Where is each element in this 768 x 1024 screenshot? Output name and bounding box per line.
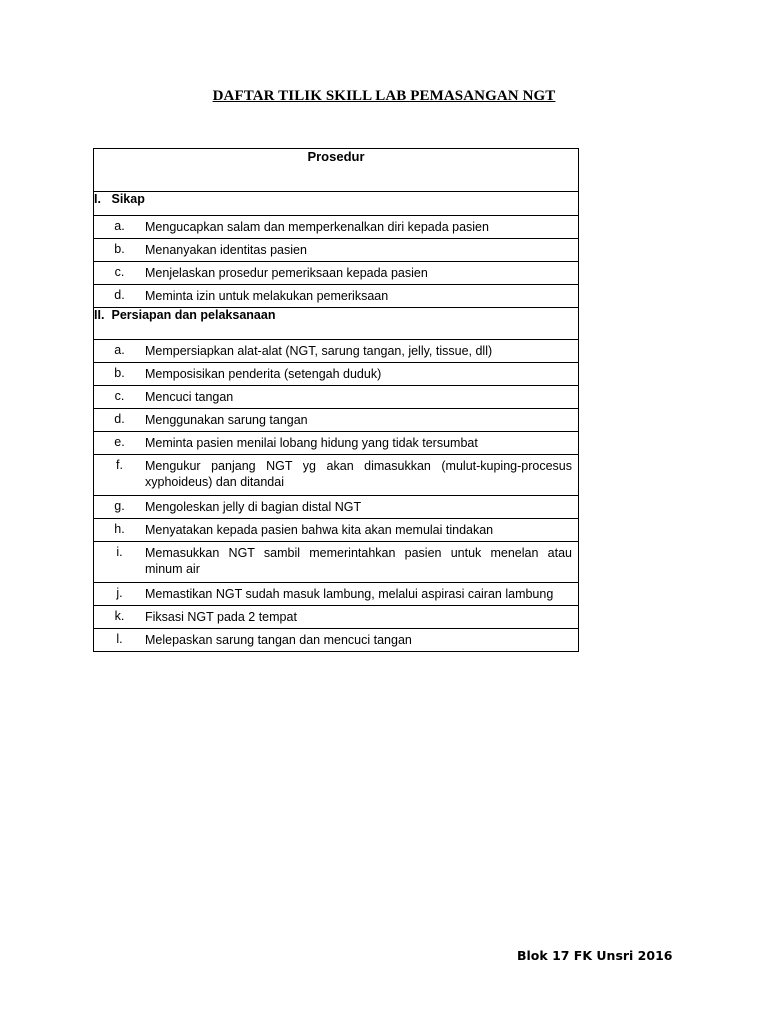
item-letter: d. (114, 412, 125, 426)
table-row (94, 519, 579, 542)
item-text: Mengukur panjang NGT yg akan dimasukkan (mulut-kuping-procesus xyphoideus) dan ditandai (145, 459, 572, 489)
item-text: Mengoleskan jelly di bagian distal NGT (145, 500, 362, 514)
table-row (94, 409, 579, 432)
table-row (94, 386, 579, 409)
item-text: Meminta izin untuk melakukan pemeriksaan (145, 289, 389, 303)
item-text: Menjelaskan prosedur pemeriksaan kepada pasien (145, 266, 428, 280)
document-title: DAFTAR TILIK SKILL LAB PEMASANGAN NGT (212, 88, 556, 104)
item-text: Mengucapkan salam dan memperkenalkan diri kepada pasien (145, 220, 489, 234)
section-row-persiapan (94, 308, 579, 340)
item-text: Menggunakan sarung tangan (145, 413, 308, 427)
section-row-sikap (94, 192, 579, 216)
table-row (94, 542, 579, 583)
item-letter: d. (114, 288, 125, 302)
item-text: Memastikan NGT sudah masuk lambung, melalui aspirasi cairan lambung (145, 587, 554, 601)
item-letter: b. (114, 242, 125, 256)
item-text: Melepaskan sarung tangan dan mencuci tangan (145, 633, 412, 647)
column-header-prosedur: Prosedur (94, 149, 579, 192)
item-letter: k. (114, 609, 125, 623)
table-header-row (94, 149, 579, 192)
table-row (94, 340, 579, 363)
item-letter: f. (116, 458, 123, 472)
item-letter: c. (114, 265, 125, 279)
item-text: Meminta pasien menilai lobang hidung yang tidak tersumbat (145, 436, 478, 450)
section-title: Persiapan dan pelaksanaan (111, 308, 276, 322)
item-text: Memasukkan NGT sambil memerintahkan pasien untuk menelan atau minum air (145, 546, 572, 576)
item-letter: h. (114, 522, 125, 536)
table-row (94, 583, 579, 606)
table-row (94, 629, 579, 652)
table-row (94, 363, 579, 386)
item-text: Mempersiapkan alat-alat (NGT, sarung tangan, jelly, tissue, dll) (145, 344, 493, 358)
item-text: Menyatakan kepada pasien bahwa kita akan memulai tindakan (145, 523, 494, 537)
procedure-checklist-table (93, 148, 579, 652)
item-text: Menanyakan identitas pasien (145, 243, 307, 257)
table-row (94, 455, 579, 496)
item-letter: b. (114, 366, 125, 380)
item-letter: a. (114, 219, 125, 233)
section-title: Sikap (111, 192, 145, 206)
table-row (94, 496, 579, 519)
item-letter: l. (116, 632, 123, 646)
table-row (94, 432, 579, 455)
item-letter: g. (114, 499, 125, 513)
table-row (94, 606, 579, 629)
item-letter: a. (114, 343, 125, 357)
item-letter: j. (116, 586, 123, 600)
item-text: Fiksasi NGT pada 2 tempat (145, 610, 297, 624)
page-footer: Blok 17 FK Unsri 2016 (517, 948, 673, 963)
table-row (94, 285, 579, 308)
table-row (94, 262, 579, 285)
table-row (94, 216, 579, 239)
item-text: Mencuci tangan (145, 390, 234, 404)
item-letter: e. (114, 435, 125, 449)
item-text: Memposisikan penderita (setengah duduk) (145, 367, 382, 381)
item-letter: c. (114, 389, 125, 403)
section-number: II. (94, 308, 105, 322)
item-letter: i. (116, 545, 123, 559)
table-row (94, 239, 579, 262)
section-number: I. (94, 192, 101, 206)
